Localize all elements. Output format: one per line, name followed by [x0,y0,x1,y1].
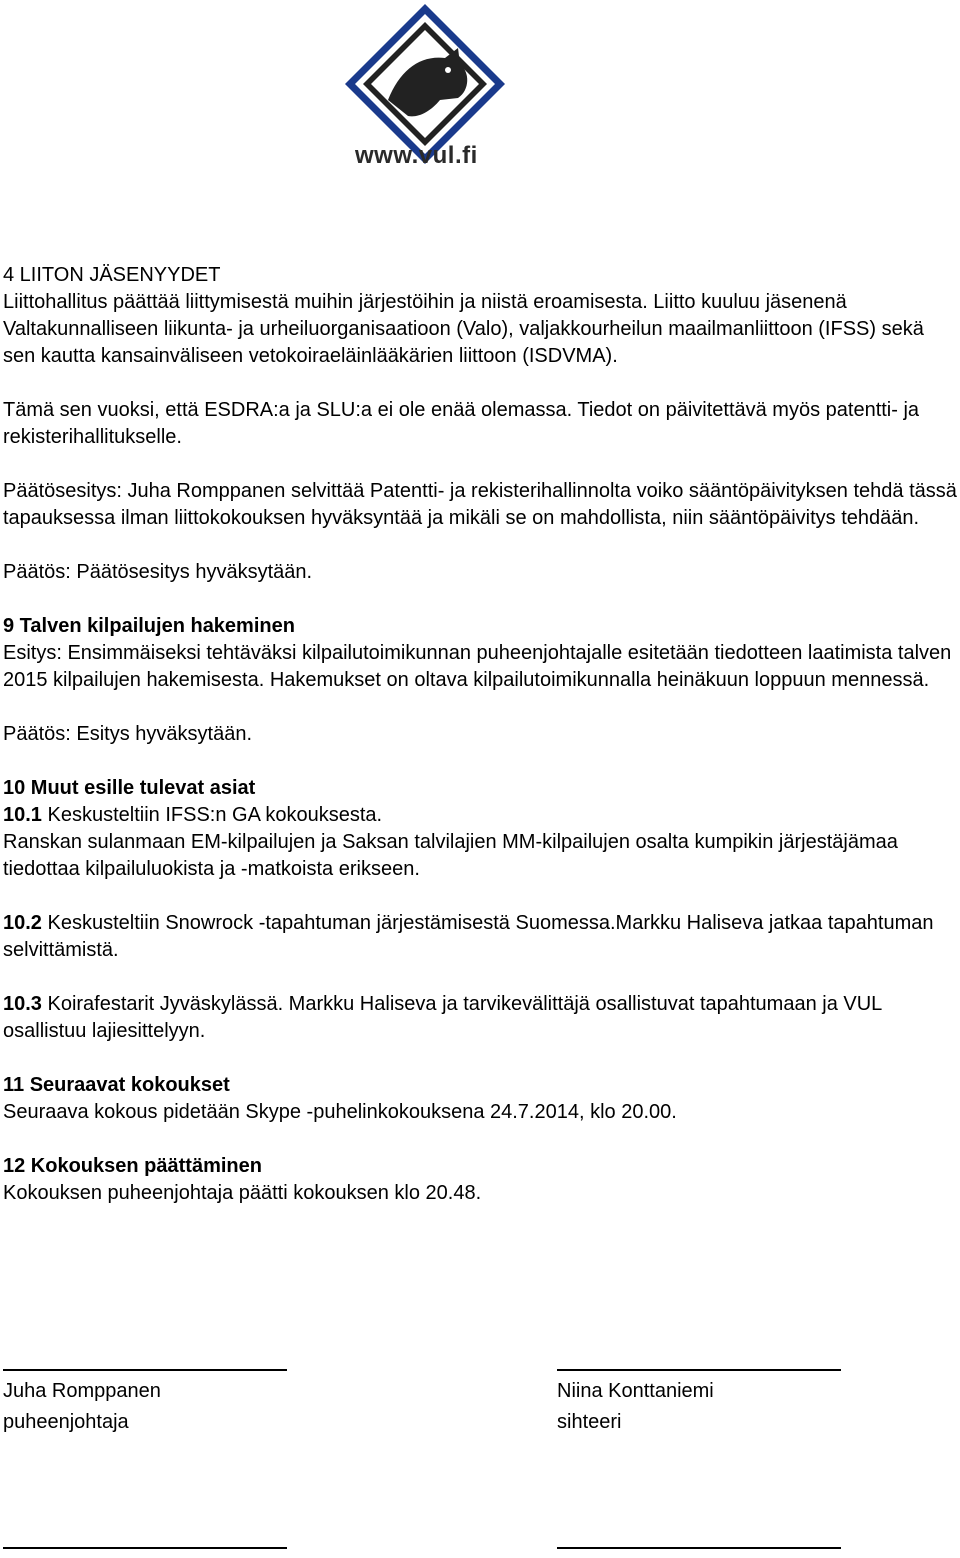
item-3-number: 10.3 [3,993,42,1015]
logo-url-text: www.vul.fi [355,142,478,169]
right-bottom-signature-line [557,1547,841,1549]
section-4-heading: 4 LIITON JÄSENYYDET [3,264,221,286]
section-4-paragraph-1: Liittohallitus päättää liittymisestä muihin järjestöihin ja niistä eroamisesta. Liitto kuuluu jäsenenä Valtakunnalliseen liikunta- ja urheiluorganisaatioon (Valo), valjakkourheilun maailmanliittoon (IFSS) sekä sen kautta kansainväliseen vetokoiraeläinlääkärien liittoon (ISDVMA). [3,291,924,367]
right-signer-role: sihteeri [557,1411,622,1433]
section-10-item-1-paragraph: Ranskan sulanmaan EM-kilpailujen ja Saksan talvilajien MM-kilpailujen osalta kumpikin järjestäjämaa tiedottaa kilpailuluokista ja -matkoista erikseen. [3,831,898,880]
section-12-heading: 12 Kokouksen päättäminen [3,1155,262,1177]
item-1-text: Keskusteltiin IFSS:n GA kokouksesta. [41,804,383,826]
item-1-number: 10.1 [3,804,42,826]
left-signature-line [3,1369,287,1371]
section-9-heading: 9 Talven kilpailujen hakeminen [3,615,295,637]
section-10-item-2 [3,910,960,964]
section-11-text: Seuraava kokous pidetään Skype -puhelinkokouksena 24.7.2014, klo 20.00. [3,1101,677,1123]
item-3-text: Koirafestarit Jyväskylässä. Markku Haliseva ja tarvikevälittäjä osallistuvat tapahtumaan ja VUL osallistuu lajiesittelyyn. [3,993,882,1042]
section-10-item-3 [3,991,960,1045]
section-4-decision: Päätös: Päätösesitys hyväksytään. [3,561,313,583]
section-11-heading: 11 Seuraavat kokoukset [3,1074,230,1096]
section-4-paragraph-2: Tämä sen vuoksi, että ESDRA:a ja SLU:a ei ole enää olemassa. Tiedot on päivitettävä myös patentti- ja rekisterihallitukselle. [3,399,920,448]
left-signer-name: Juha Romppanen [3,1380,161,1402]
section-9-paragraph: Esitys: Ensimmäiseksi tehtäväksi kilpailutoimikunnan puheenjohtajalle esitetään tiedotteen laatimista talven 2015 kilpailujen hakemisesta. Hakemukset on oltava kilpailutoimikunnalla heinäkuun loppuun mennessä. [3,642,952,691]
section-10-item-1 [3,802,960,829]
left-signer-role: puheenjohtaja [3,1411,129,1433]
right-signer-name: Niina Konttaniemi [557,1380,714,1402]
right-signature-line [557,1369,841,1371]
section-10-heading: 10 Muut esille tulevat asiat [3,777,256,799]
section-9-decision: Päätös: Esitys hyväksytään. [3,723,253,745]
section-4-proposal: Päätösesitys: Juha Romppanen selvittää Patentti- ja rekisterihallinnolta voiko sääntöpäivityksen tehdä tässä tapauksessa ilman liittokokouksen hyväksyntää ja mikäli se on mahdollista, niin sääntöpäivitys tehdään. [3,480,957,529]
section-12-text: Kokouksen puheenjohtaja päätti kokouksen klo 20.48. [3,1182,482,1204]
item-2-text: Keskusteltiin Snowrock -tapahtuman järjestämisestä Suomessa.Markku Haliseva jatkaa tapahtuman selvittämistä. [3,912,934,961]
left-bottom-signature-line [3,1547,287,1549]
item-2-number: 10.2 [3,912,42,934]
document-body [3,262,960,1207]
